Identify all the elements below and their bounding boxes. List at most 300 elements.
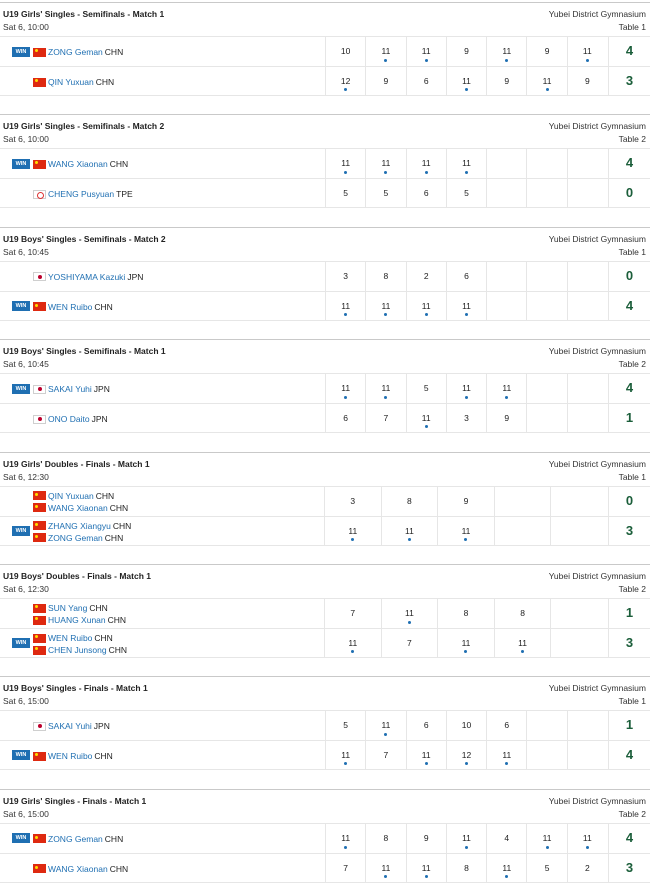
game-won-dot-icon: [586, 846, 589, 849]
chn-flag-icon: [33, 521, 46, 530]
game-won-dot-icon: [465, 88, 468, 91]
game-score-cell: [365, 149, 405, 178]
player-row[interactable]: [0, 66, 650, 96]
games-total: 4: [625, 297, 634, 313]
game-score-cell: [365, 824, 405, 853]
game-score-cell: [324, 517, 381, 545]
game-score-cell: [486, 67, 526, 95]
game-won-dot-icon: [464, 538, 467, 541]
chn-flag-icon: [33, 491, 46, 500]
total-cell: [608, 711, 650, 740]
game-score-cell: [446, 262, 486, 291]
game-won-dot-icon: [351, 650, 354, 653]
game-score: 6: [343, 413, 348, 424]
total-cell: [608, 37, 650, 66]
game-score: 11: [421, 158, 431, 169]
country-code: CHN: [109, 502, 129, 513]
player-row[interactable]: [0, 148, 650, 178]
player-name[interactable]: WEN Ruibo: [48, 751, 93, 762]
game-score: 4: [504, 832, 510, 843]
game-score-cell: [406, 149, 446, 178]
game-score-cell: [550, 487, 607, 516]
player-entry: [33, 643, 127, 657]
game-score-cell: [567, 711, 607, 740]
game-score: 9: [544, 46, 550, 56]
game-score-cell: [325, 854, 365, 882]
game-score: 9: [423, 832, 429, 843]
game-score: 8: [463, 608, 469, 618]
game-won-dot-icon: [465, 846, 468, 849]
chn-flag-icon: [33, 616, 46, 625]
game-score: 3: [343, 270, 348, 281]
game-score-cell: [486, 292, 526, 320]
game-won-dot-icon: [425, 171, 428, 174]
game-won-dot-icon: [384, 313, 387, 316]
player-row[interactable]: [0, 403, 650, 433]
game-score: 11: [542, 76, 552, 86]
game-score-cell: [324, 599, 381, 628]
match-header: [0, 228, 650, 261]
game-score-cell: [526, 179, 566, 207]
match-title[interactable]: U19 Boys' Singles - Finals - Match 1: [3, 683, 148, 694]
game-score: 6: [504, 720, 510, 731]
game-score: 6: [423, 76, 429, 86]
games-total: 0: [625, 492, 634, 508]
games-total: 0: [625, 185, 634, 201]
match-time: Sat 6, 10:00: [3, 22, 49, 32]
game-won-dot-icon: [464, 650, 467, 653]
game-score-cell: [406, 374, 446, 403]
match-title[interactable]: U19 Boys' Doubles - Finals - Match 1: [3, 571, 151, 581]
game-won-dot-icon: [384, 59, 387, 62]
game-won-dot-icon: [344, 396, 347, 399]
game-score-cell: [406, 741, 446, 769]
player-name[interactable]: CHEN Junsong: [48, 645, 107, 655]
game-won-dot-icon: [344, 171, 347, 174]
match-title[interactable]: U19 Girls' Singles - Semifinals - Match 1: [3, 9, 165, 19]
player-entry: [33, 300, 113, 314]
game-score: 11: [381, 300, 391, 311]
player-entry: [33, 382, 110, 396]
player-row[interactable]: [0, 710, 650, 740]
winner-badge: WIN: [12, 750, 30, 760]
game-won-dot-icon: [586, 59, 589, 62]
match-title[interactable]: U19 Boys' Singles - Semifinals - Match 1: [3, 346, 166, 357]
player-name[interactable]: WANG Xiaonan: [48, 159, 108, 170]
player-name[interactable]: YOSHIYAMA Kazuki: [48, 271, 126, 282]
venue-name: Yubei District Gymnasium: [548, 795, 646, 806]
country-code: CHN: [94, 633, 113, 643]
game-score: 11: [341, 158, 351, 169]
game-score-cell: [406, 404, 446, 432]
game-score: 11: [502, 383, 512, 394]
player-name[interactable]: WANG Xiaonan: [48, 502, 108, 513]
game-score-cell: [446, 741, 486, 769]
game-score: 2: [423, 270, 429, 281]
game-won-dot-icon: [505, 59, 508, 62]
country-code: CHN: [104, 47, 124, 57]
game-score-cell: [325, 711, 365, 740]
player-entry: [33, 412, 108, 426]
table-label: Table 2: [618, 134, 646, 145]
match-card: [0, 452, 650, 546]
game-score-cell: [550, 599, 607, 628]
game-score-cell: [567, 741, 607, 769]
player-name[interactable]: ONO Daito: [48, 414, 90, 425]
game-score-cell: [446, 711, 486, 740]
game-score-cell: [365, 741, 405, 769]
game-score-cell: [365, 404, 405, 432]
match-card: [0, 564, 650, 658]
chn-flag-icon: [33, 604, 46, 613]
game-score: 11: [381, 383, 391, 394]
game-score: 11: [348, 638, 358, 648]
player-entry: [33, 270, 143, 284]
games-total: 4: [625, 829, 634, 845]
game-score-cell: [325, 179, 365, 207]
country-code: CHN: [104, 833, 124, 844]
game-score-cell: [526, 374, 566, 403]
games-total: 4: [625, 747, 634, 763]
game-score: 11: [381, 862, 391, 873]
winner-badge: WIN: [12, 47, 30, 57]
table-label: Table 2: [618, 584, 646, 594]
player-entry: [33, 719, 110, 733]
games-total: 4: [625, 155, 634, 171]
player-row[interactable]: [0, 598, 650, 628]
game-score: 5: [383, 188, 389, 199]
game-score-cell: [406, 179, 446, 207]
game-score-cell: [325, 149, 365, 178]
game-won-dot-icon: [505, 396, 508, 399]
game-score-cell: [325, 67, 365, 95]
venue-name: Yubei District Gymnasium: [548, 346, 646, 357]
game-score-cell: [486, 149, 526, 178]
games-total: 4: [625, 380, 634, 396]
game-score-cell: [406, 67, 446, 95]
match-time: Sat 6, 10:45: [3, 359, 49, 370]
game-score: 7: [383, 413, 389, 424]
match-header: [0, 790, 650, 823]
game-score-cell: [486, 854, 526, 882]
game-score: 11: [421, 862, 431, 873]
player-name[interactable]: HUANG Xunan: [48, 615, 106, 625]
total-cell: [608, 292, 650, 320]
game-score-cell: [381, 599, 438, 628]
player-name[interactable]: QIN Yuxuan: [48, 77, 94, 87]
game-score-cell: [494, 599, 551, 628]
game-score: 8: [464, 862, 469, 873]
chn-flag-icon: [33, 752, 46, 761]
game-score: 11: [381, 720, 391, 731]
chn-flag-icon: [33, 78, 46, 87]
total-cell: [608, 179, 650, 207]
player-entry: [33, 531, 123, 545]
match-time: Sat 6, 12:30: [3, 471, 49, 482]
game-score-cell: [486, 179, 526, 207]
game-score-cell: [567, 149, 607, 178]
game-won-dot-icon: [546, 846, 549, 849]
game-score: 11: [461, 525, 471, 536]
game-score: 11: [462, 158, 471, 169]
winner-badge: WIN: [12, 384, 30, 394]
game-score-cell: [486, 37, 526, 66]
game-score: 8: [383, 832, 389, 843]
game-score: 9: [504, 76, 510, 86]
game-won-dot-icon: [344, 846, 347, 849]
game-score: 11: [421, 46, 431, 56]
player-entry: [33, 613, 126, 627]
game-score-cell: [437, 487, 494, 516]
player-entry: [33, 157, 128, 171]
game-score: 9: [383, 76, 389, 86]
venue-name: Yubei District Gymnasium: [548, 683, 646, 694]
game-score-cell: [567, 262, 607, 291]
game-score-cell: [550, 629, 607, 657]
country-code: CHN: [104, 532, 124, 543]
player-name[interactable]: SAKAI Yuhi: [48, 721, 92, 732]
game-score-cell: [406, 711, 446, 740]
game-score-cell: [437, 517, 494, 545]
venue-name: Yubei District Gymnasium: [548, 121, 646, 132]
game-score: 11: [421, 750, 431, 761]
country-code: CHN: [109, 159, 129, 170]
venue-name: Yubei District Gymnasium: [548, 458, 646, 469]
game-score-cell: [325, 374, 365, 403]
player-row[interactable]: [0, 628, 650, 658]
table-label: Table 2: [618, 808, 646, 819]
match-header: [0, 565, 650, 598]
game-won-dot-icon: [344, 762, 347, 765]
game-score-cell: [406, 262, 446, 291]
game-score: 12: [340, 76, 351, 86]
game-score-cell: [486, 741, 526, 769]
game-score-cell: [325, 741, 365, 769]
game-score: 11: [348, 525, 358, 536]
game-won-dot-icon: [384, 733, 387, 736]
game-score: 11: [462, 76, 471, 86]
player-row[interactable]: [0, 178, 650, 208]
game-score-cell: [486, 711, 526, 740]
game-score-cell: [446, 374, 486, 403]
match-card: [0, 2, 650, 96]
match-title[interactable]: U19 Girls' Singles - Semifinals - Match 2: [3, 121, 165, 132]
game-won-dot-icon: [465, 171, 468, 174]
game-won-dot-icon: [408, 621, 411, 624]
country-code: CHN: [107, 615, 127, 625]
table-label: Table 2: [618, 359, 646, 370]
player-name[interactable]: WEN Ruibo: [48, 301, 93, 312]
total-cell: [608, 824, 650, 853]
player-name[interactable]: QIN Yuxuan: [48, 490, 94, 501]
match-time: Sat 6, 12:30: [3, 584, 49, 594]
game-score: 8: [407, 495, 412, 506]
match-card: [0, 339, 650, 433]
game-score-cell: [381, 487, 438, 516]
match-header: [0, 453, 650, 486]
games-total: 3: [625, 73, 634, 88]
game-score-cell: [486, 404, 526, 432]
game-won-dot-icon: [465, 762, 468, 765]
game-score-cell: [446, 854, 486, 882]
game-score: 9: [464, 46, 469, 56]
game-score: 11: [421, 300, 431, 311]
game-won-dot-icon: [351, 538, 354, 541]
match-time: Sat 6, 10:00: [3, 134, 49, 145]
game-score: 2: [584, 862, 590, 873]
player-row[interactable]: [0, 516, 650, 546]
game-score: 9: [584, 76, 590, 86]
game-score: 3: [464, 413, 469, 424]
game-score: 6: [423, 720, 429, 731]
games-total: 1: [625, 410, 634, 426]
game-score-cell: [381, 517, 438, 545]
game-score-cell: [567, 374, 607, 403]
game-score: 3: [350, 495, 356, 506]
game-score-cell: [325, 262, 365, 291]
match-header: [0, 3, 650, 36]
game-score: 5: [544, 862, 550, 873]
table-label: Table 1: [618, 696, 646, 707]
game-score-cell: [526, 711, 566, 740]
game-score-cell: [365, 37, 405, 66]
game-score: 11: [341, 832, 351, 843]
country-code: JPN: [93, 721, 110, 732]
player-name[interactable]: WANG Xiaonan: [48, 863, 108, 874]
game-score-cell: [365, 374, 405, 403]
player-row[interactable]: [0, 486, 650, 516]
chn-flag-icon: [33, 646, 46, 655]
player-row[interactable]: [0, 823, 650, 853]
match-time: Sat 6, 15:00: [3, 808, 49, 819]
game-score: 6: [423, 188, 429, 199]
game-score-cell: [494, 487, 551, 516]
game-score-cell: [406, 37, 446, 66]
game-score: 7: [383, 750, 389, 761]
game-won-dot-icon: [384, 396, 387, 399]
game-score-cell: [325, 404, 365, 432]
player-name[interactable]: ZONG Geman: [48, 833, 103, 844]
game-score: 11: [421, 413, 431, 424]
game-score-cell: [365, 262, 405, 291]
match-title[interactable]: U19 Boys' Singles - Semifinals - Match 2: [3, 233, 166, 244]
game-score: 11: [341, 750, 351, 761]
player-name[interactable]: ZONG Geman: [48, 532, 103, 543]
game-won-dot-icon: [425, 425, 428, 428]
game-won-dot-icon: [425, 313, 428, 316]
games-total: 0: [625, 267, 634, 283]
game-score-cell: [567, 179, 607, 207]
player-name[interactable]: CHENG Pusyuan: [48, 189, 115, 200]
game-score-cell: [526, 824, 566, 853]
country-code: JPN: [127, 271, 144, 282]
country-code: CHN: [89, 603, 108, 613]
game-score: 11: [341, 383, 351, 394]
total-cell: [608, 854, 650, 882]
game-score-cell: [567, 37, 607, 66]
country-code: JPN: [91, 414, 108, 425]
player-name[interactable]: ZONG Geman: [48, 47, 103, 57]
player-name[interactable]: SUN Yang: [48, 603, 88, 613]
game-won-dot-icon: [465, 313, 468, 316]
player-entry: [33, 45, 123, 59]
game-won-dot-icon: [465, 396, 468, 399]
game-score-cell: [567, 67, 607, 95]
total-cell: [608, 599, 650, 628]
game-score: 11: [381, 46, 391, 56]
player-entry: [33, 501, 128, 515]
game-score: 10: [461, 720, 472, 731]
total-cell: [608, 67, 650, 95]
game-score: 11: [502, 46, 512, 56]
game-score: 12: [461, 750, 472, 761]
chn-flag-icon: [33, 48, 46, 57]
game-score-cell: [324, 487, 381, 516]
player-row[interactable]: [0, 36, 650, 66]
game-won-dot-icon: [505, 762, 508, 765]
game-score: 8: [383, 270, 389, 281]
game-score-cell: [446, 824, 486, 853]
player-name[interactable]: WEN Ruibo: [48, 633, 93, 643]
player-entry: [33, 187, 133, 201]
game-won-dot-icon: [408, 538, 411, 541]
total-cell: [608, 629, 650, 657]
chn-flag-icon: [33, 634, 46, 643]
game-score-cell: [526, 741, 566, 769]
game-score-cell: [324, 629, 381, 657]
match-header: [0, 115, 650, 148]
match-title[interactable]: U19 Girls' Doubles - Finals - Match 1: [3, 458, 150, 469]
game-score-cell: [567, 292, 607, 320]
match-card: [0, 114, 650, 208]
game-won-dot-icon: [344, 88, 347, 91]
games-total: 3: [625, 522, 634, 538]
game-score-cell: [325, 37, 365, 66]
player-row[interactable]: [0, 261, 650, 291]
player-name[interactable]: SAKAI Yuhi: [48, 384, 92, 395]
total-cell: [608, 262, 650, 291]
game-score: 5: [343, 720, 348, 731]
game-score-cell: [365, 854, 405, 882]
player-name[interactable]: ZHANG Xiangyu: [48, 520, 111, 531]
player-row[interactable]: [0, 373, 650, 403]
table-label: Table 1: [618, 22, 646, 32]
game-score: 5: [464, 188, 469, 199]
game-score-cell: [365, 67, 405, 95]
game-score: 11: [502, 862, 512, 873]
chn-flag-icon: [33, 160, 46, 169]
player-entry: [33, 749, 113, 763]
game-score: 11: [341, 300, 351, 311]
total-cell: [608, 517, 650, 545]
match-time: Sat 6, 15:00: [3, 696, 49, 707]
game-score-cell: [550, 517, 607, 545]
player-row[interactable]: [0, 740, 650, 770]
game-score-cell: [567, 824, 607, 853]
game-score-cell: [526, 262, 566, 291]
game-score-cell: [526, 854, 566, 882]
game-score: 11: [582, 832, 592, 843]
match-title[interactable]: U19 Girls' Singles - Finals - Match 1: [3, 795, 147, 806]
player-row[interactable]: [0, 853, 650, 883]
total-cell: [608, 374, 650, 403]
game-score-cell: [446, 37, 486, 66]
player-row[interactable]: [0, 291, 650, 321]
game-score: 9: [463, 495, 469, 506]
game-score: 7: [407, 638, 412, 648]
game-score-cell: [446, 179, 486, 207]
game-score: 11: [462, 300, 471, 311]
